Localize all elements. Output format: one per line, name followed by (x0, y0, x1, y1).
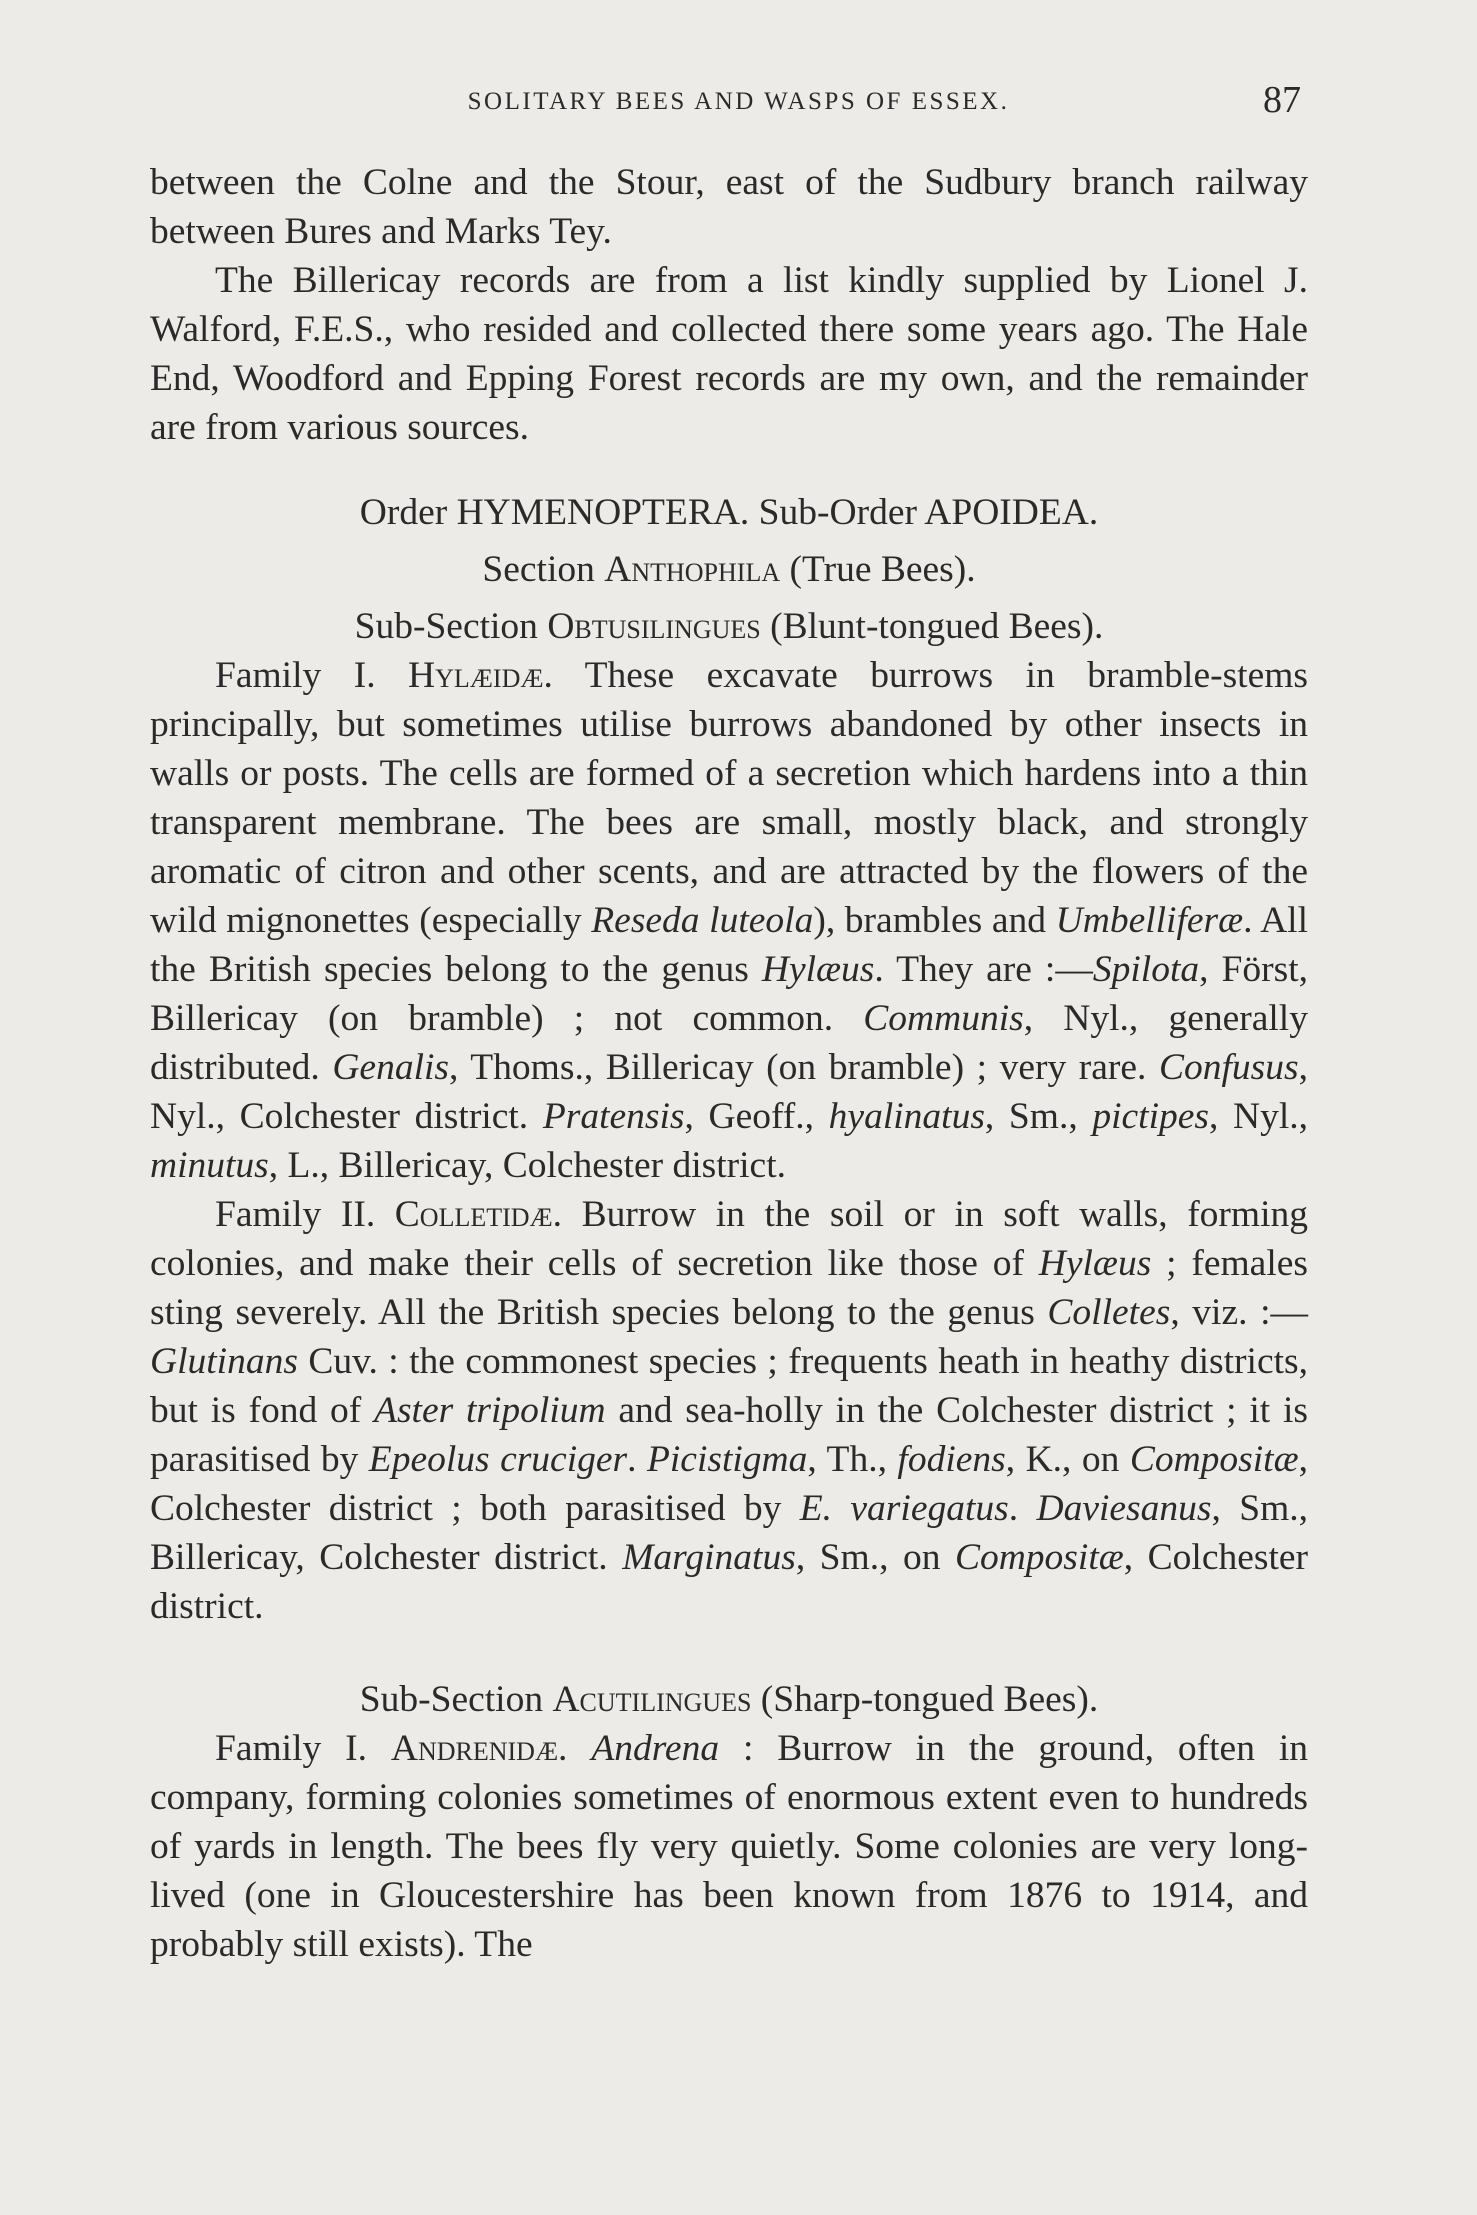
section-heading: Section Anthophila (True Bees). (482, 549, 976, 590)
paragraph-hylaeidae: Family I. Hylæidæ. These excavate burrows in bramble-stems principally, but sometimes utilise burrows abandoned by other insects in walls or posts. The cells are formed of a secretion which hardens into a thin transparent membrane. The bees are small, mostly black, and strongly aromatic of citron and other scents, and are attracted by the flowers of the wild mignonettes (especially Reseda luteola), brambles and Umbelliferæ. All the British species belong to the genus Hylæus. They are :—Spilota, Först, Billericay (on bramble) ; not common. Communis, Nyl., generally distributed. Genalis, Thoms., Billericay (on bramble) ; very rare. Confusus, Nyl., Colchester district. Pratensis, Geoff., hyalinatus, Sm., pictipes, Nyl., minutus, L., Billericay, Colchester district. (150, 655, 1309, 1186)
subsection-heading-acutilingues: Sub-Section Acutilingues (Sharp-tongued Bees). (359, 1679, 1099, 1720)
subsection-heading-obtusilingues: Sub-Section Obtusilingues (Blunt-tongued Bees). (354, 606, 1104, 647)
paragraph-colne-stour: between the Colne and the Stour, east of the Sudbury branch railway between Bures and Marks Tey. (150, 162, 1308, 252)
paragraph-colletidae: Family II. Colletidæ. Burrow in the soil or in soft walls, forming colonies, and make their cells of secretion like those of Hylæus ; females sting severely. All the British species belong to the genus Colletes, viz. :—Glutinans Cuv. : the commonest species ; frequents heath in heathy districts, but is fond of Aster tripolium and sea-holly in the Colchester district ; it is parasitised by Epeolus cruciger. Picistigma, Th., fodiens, K., on Compositæ, Colchester district ; both parasitised by E. variegatus. Daviesanus, Sm., Billericay, Colchester district. Marginatus, Sm., on Compositæ, Colchester district. (150, 1194, 1309, 1627)
page-body (150, 158, 1308, 1969)
paragraph-andrenidae: Family I. Andrenidæ. Andrena : Burrow in the ground, often in company, forming colonies sometimes of enormous extent even to hundreds of yards in length. The bees fly very quietly. Some colonies are very long-lived (one in Gloucestershire has been known from 1876 to 1914, and probably still exists). The (150, 1728, 1308, 1965)
running-head: SOLITARY BEES AND WASPS OF ESSEX. (467, 88, 1010, 115)
paragraph-billericay-records: The Billericay records are from a list kindly supplied by Lionel J. Walford, F.E.S., who resided and collected there some years ago. The Hale End, Woodford and Epping Forest records are my own, and the remainder are from various sources. (150, 260, 1308, 448)
page-number: 87 (1263, 79, 1301, 121)
order-heading: Order HYMENOPTERA. Sub-Order APOIDEA. (359, 492, 1099, 533)
